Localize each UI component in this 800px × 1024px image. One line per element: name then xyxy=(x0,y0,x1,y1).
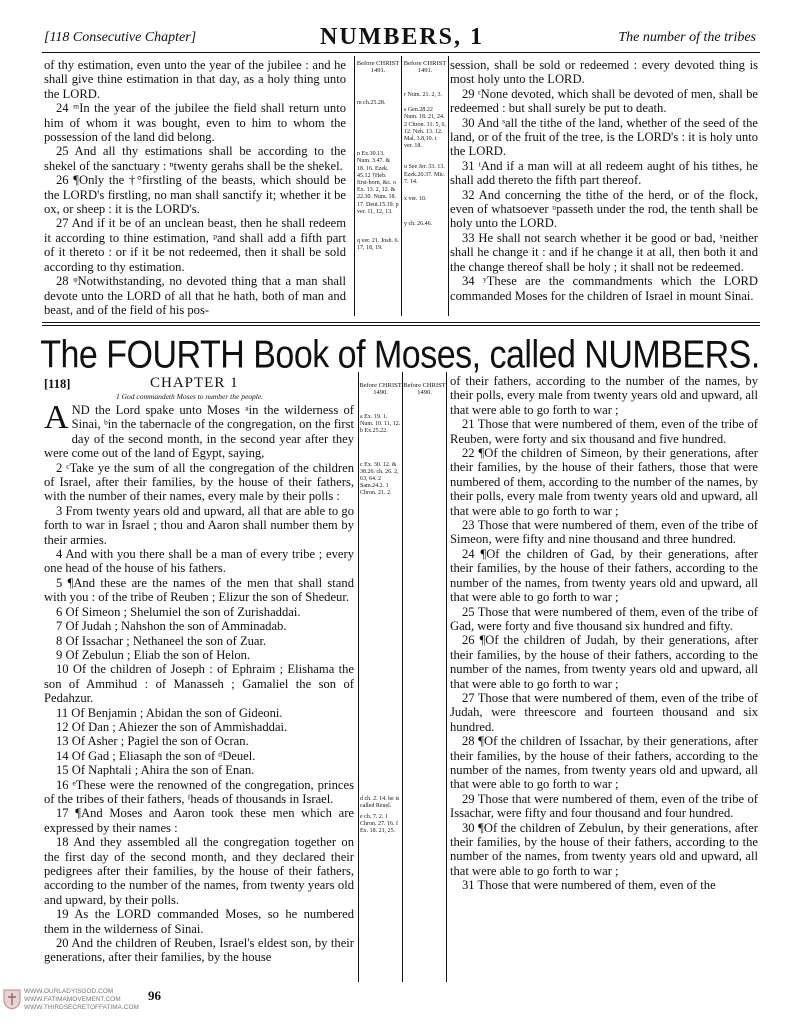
verse: 2 ᶜTake ye the sum of all the congregation of the children of Israel, after their families, by the house of their fathers, with the number of their names, every male by their polls : xyxy=(44,460,354,504)
chapter-right-column xyxy=(450,374,758,893)
verse: 16 ᵉThese were the renowned of the congregation, princes of the tribes of their fathers, ᶠheads of thousands in Israel. xyxy=(44,777,354,806)
verse: 7 Of Judah ; Nahshon the son of Amminadab. xyxy=(56,619,287,634)
verse: 31 ᵗAnd if a man will at all redeem aught of his tithes, he shall add thereto the fifth part thereof. xyxy=(450,158,758,188)
verse: 20 And the children of Reuben, Israel's eldest son, by their generations, after their families, by the house xyxy=(44,936,354,965)
cross-reference: y ch. 26.46. xyxy=(404,221,433,228)
verse: 27 And if it be of an unclean beast, then he shall redeem it according to thine estimation, ᵖand shall add a fifth part of it thereto : or if it be not redeemed, then it shall be sold according to thy estimation. xyxy=(44,216,346,274)
column-rule xyxy=(446,372,447,982)
running-head-chapter-ref: [118 Consecutive Chapter] xyxy=(44,30,197,45)
margin-date-head: Before CHRIST 1490. xyxy=(359,382,402,396)
verse: 26 ¶Only the †°firstling of the beasts, which should be the LORD's firstling, no man shall sanctify it; whether it be ox, or sheep : it is the LORD's. xyxy=(44,173,346,217)
verse: 31 Those that were numbered of them, even of the xyxy=(462,878,716,893)
verse: 13 Of Asher ; Pagiel the son of Ocran. xyxy=(56,734,249,749)
cross-reference: c Ex. 30. 12. & 38.26. ch. 26. 2, 63, 64. 2 Sam.24.2. 1 Chron. 21. 2. xyxy=(360,461,399,497)
verse: 22 ¶Of the children of Simeon, by their generations, after their families, by the house of their fathers, those that were numbered of them, according to the number of the names, by their polls, every male from twenty years old and upward, all that were able to go forth to war ; xyxy=(450,446,758,518)
margin-date-head: Before CHRIST 1491. xyxy=(403,60,447,74)
chapter-left-column xyxy=(44,399,354,965)
verse: 29 Those that were numbered of them, even of the tribe of Issachar, were fifty and four thousand and four hundred. xyxy=(450,791,758,821)
top-left-column xyxy=(44,58,346,317)
footer-link[interactable]: WWW.THIRDSECRETOFFATIMA.COM xyxy=(24,1004,139,1011)
verse: 8 Of Issachar ; Nethaneel the son of Zuar. xyxy=(56,633,267,648)
footer-link[interactable]: WWW.OURLADYISGOD.COM xyxy=(24,988,114,995)
column-rule xyxy=(402,372,403,982)
verse-text: ND the Lord spake unto Moses ᵃin the wilderness of Sinai, ᵇin the tabernacle of the congregation, on the first day of the second month, in the second year after they were come out of the land of Egypt, saying, xyxy=(44,403,354,461)
verse: of thy estimation, even unto the year of the jubilee : and he shall give thine estimation in that day, as a holy thing unto the LORD. xyxy=(44,58,346,101)
verse: 14 Of Gad ; Eliasaph the son of ᵈDeuel. xyxy=(56,748,256,763)
verse: 5 ¶And these are the names of the men that shall stand with you : of the tribe of Reuben ; Elizur the son of Shedeur. xyxy=(44,575,354,605)
book-title: The FOURTH Book of Moses, called NUMBERS. xyxy=(40,333,760,377)
verse: 28 ᵠNotwithstanding, no devoted thing that a man shall devote unto the LORD of all that he hath, both of man and beast, and of the field of his pos- xyxy=(44,274,346,317)
verse: 9 Of Zebulun ; Eliab the son of Helon. xyxy=(56,647,251,662)
margin-date-head: Before CHRIST 1491. xyxy=(356,60,400,74)
verse: 26 ¶Of the children of Judah, by their generations, after their families, by the house of their fathers, according to the number of the names, from twenty years old and upward, all that were able to go forth to war ; xyxy=(450,633,758,691)
verse: 15 Of Naphtali ; Ahira the son of Enan. xyxy=(56,763,255,778)
verse: 6 Of Simeon ; Shelumiel the son of Zurishaddai. xyxy=(56,604,301,619)
verse: 25 Those that were numbered of them, even of the tribe of Gad, were forty and five thousand six hundred and fifty. xyxy=(450,604,758,633)
top-right-column xyxy=(450,58,758,303)
margin-references-a xyxy=(357,100,399,254)
page-number: 96 xyxy=(148,988,161,1003)
column-rule xyxy=(401,56,402,316)
verse: 29 ʳNone devoted, which shall be devoted of men, shall be redeemed : but shall surely be put to death. xyxy=(450,86,758,116)
column-rule xyxy=(448,56,449,316)
section-rule xyxy=(42,322,760,323)
verse: 17 ¶And Moses and Aaron took these men which are expressed by their names : xyxy=(44,806,354,835)
margin-date-head: Before CHRIST 1490. xyxy=(403,382,446,396)
verse: 30 And ˢall the tithe of the land, whether of the seed of the land, or of the fruit of the tree, is the LORD's : it is holy unto the LORD. xyxy=(450,115,758,159)
chapter-margin-references xyxy=(360,414,402,838)
cross-reference: a Ex. 19. 1. Num. 10. 11, 12. b Ex.25.22. xyxy=(360,414,401,435)
verse: 25 And all thy estimations shall be according to the shekel of the sanctuary : ⁿtwenty gerahs shall be the shekel. xyxy=(44,144,346,173)
footer-sites xyxy=(24,988,139,1012)
verse: 34 ʸThese are the commandments which the LORD commanded Moses for the children of Israel in mount Sinai. xyxy=(450,274,758,303)
verse: 10 Of the children of Joseph : of Ephraim ; Elishama the son of Ammihud : of Manasseh ; Gamaliel the son of Pedahzur. xyxy=(44,662,354,706)
verse: 24 ᵐIn the year of the jubilee the field shall return unto him of whom it was bought, even to him to whom the possession of the land did belong. xyxy=(44,101,346,145)
column-rule xyxy=(358,372,359,982)
cross-reference: q ver. 21. Josh. 6. 17, 18, 19. xyxy=(357,238,399,252)
verse: 33 He shall not search whether it be good or bad, ˣneither shall he change it : and if he change it at all, then both it and the change thereof shall be holy ; it shall not be redeemed. xyxy=(450,230,758,274)
chapter-summary: 1 God commandeth Moses to number the people. xyxy=(116,392,264,401)
running-head-book: NUMBERS, 1 xyxy=(320,24,485,50)
drop-cap: A xyxy=(44,399,69,436)
header-rule xyxy=(42,52,760,53)
verse: of their fathers, according to the number of the names, by their polls, every male from twenty years old and upward, all that were able to go forth to war ; xyxy=(450,374,758,417)
cross-reference: x ver. 10. xyxy=(404,196,427,203)
verse: 18 And they assembled all the congregation together on the first day of the second month, and they declared their pedigrees after their families, by the house of their fathers, according to the number of the names, from twenty years old and upward, by their polls. xyxy=(44,835,354,907)
verse: 28 ¶Of the children of Issachar, by their generations, after their families, by the house of their fathers, according to the number of the names, from twenty years old and upward, all that were able to go forth to war ; xyxy=(450,734,758,792)
cross-reference: u See Jer. 33. 13. Ezek.20.37. Mic. 7. 14. xyxy=(404,164,446,185)
verse: 11 Of Benjamin ; Abidan the son of Gideoni. xyxy=(56,705,283,720)
running-head-topic: The number of the tribes xyxy=(618,30,756,45)
verse: 21 Those that were numbered of them, even of the tribe of Reuben, were forty and six thousand and five hundred. xyxy=(450,417,758,446)
cross-reference: n Ex.30.13. Num. 3.47. & 18. 16. Ezek. 45.12 †Heb. first-born, &c. o Ex. 13. 2, 12. & 22.30. Num. 18. 17. Deut.15.19. p ver. 11, 12, 13. xyxy=(357,151,399,215)
section-rule xyxy=(42,325,760,326)
cross-reference: d ch. 2. 14. he is called Reuel. xyxy=(360,795,400,809)
verse: 24 ¶Of the children of Gad, by their generations, after their families, by the house of their fathers, according to the number of the names, from twenty years old and upward, all that were able to go forth to war ; xyxy=(450,546,758,605)
verse: 12 Of Dan ; Ahiezer the son of Ammishaddai. xyxy=(56,719,288,734)
cross-reference: e ch. 7. 2. 1 Chron. 27. 16. f Ex. 18. 21, 25. xyxy=(360,814,398,835)
verse: 4 And with you there shall be a man of every tribe ; every one head of the house of his fathers. xyxy=(44,547,354,576)
verse: 27 Those that were numbered of them, even of the tribe of Judah, were threescore and fourteen thousand and six hundred. xyxy=(450,690,758,734)
footer-link[interactable]: WWW.FATIMAMOVEMENT.COM xyxy=(24,996,121,1003)
shield-logo-icon xyxy=(3,988,21,1010)
verse: session, shall be sold or redeemed : every devoted thing is most holy unto the LORD. xyxy=(450,58,758,87)
column-rule xyxy=(354,56,355,316)
cross-reference: s Gen.28.22 Num. 18. 21, 24. 2 Chron. 31. 5, 6, 12. Neh. 13. 12. Mal. 3.8,10. t ver. 18. xyxy=(404,107,446,150)
cross-reference: r Num. 21. 2, 3. xyxy=(404,92,442,98)
verse: 30 ¶Of the children of Zebulun, by their generations, after their families, by the house of their fathers, according to the number of the names, from twenty years old and upward, all that were able to go forth to war ; xyxy=(450,820,758,878)
verse: 32 And concerning the tithe of the herd, or of the flock, even of whatsoever ᵘpasseth under the rod, the tenth shall be holy unto the LORD. xyxy=(450,187,758,231)
verse: 3 From twenty years old and upward, all that are able to go forth to war in Israel ; thou and Aaron shall number them by their armies. xyxy=(44,503,354,547)
cross-reference: m ch.25.28. xyxy=(357,100,386,106)
verse: 19 As the LORD commanded Moses, so he numbered them in the wilderness of Sinai. xyxy=(44,907,354,936)
verse xyxy=(44,399,354,461)
verse: 23 Those that were numbered of them, even of the tribe of Simeon, were fifty and nine thousand and three hundred. xyxy=(450,518,758,547)
chapter-consecutive-number: [118] xyxy=(44,377,71,391)
chapter-heading: CHAPTER 1 xyxy=(150,375,239,391)
margin-references-b xyxy=(404,92,446,230)
